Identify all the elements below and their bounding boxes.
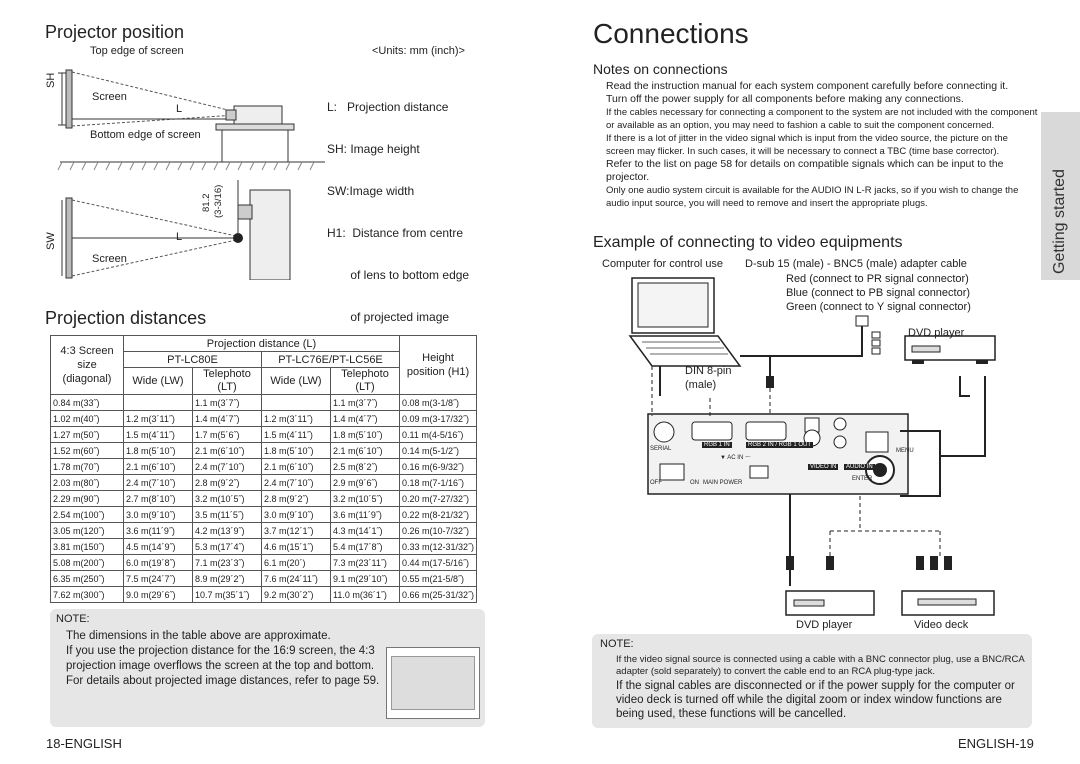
table-cell: 2.4 m(7´10˝) xyxy=(193,459,262,475)
table-cell: 3.05 m(120˝) xyxy=(51,523,124,539)
l-label-top: L xyxy=(176,103,183,115)
table-cell: 8.9 m(29´2˝) xyxy=(193,571,262,587)
table-cell: 6.0 m(19´8˝) xyxy=(124,555,193,571)
table-cell: 4.2 m(13´9˝) xyxy=(193,523,262,539)
table-cell: 0.55 m(21-5/8˝) xyxy=(400,571,477,587)
table-cell: 6.1 m(20´) xyxy=(262,555,331,571)
notes-list xyxy=(606,80,1038,210)
table-cell: 2.1 m(6´10˝) xyxy=(262,459,331,475)
on-label: ON xyxy=(690,480,699,486)
table-row xyxy=(51,555,477,571)
table-cell: 0.22 m(8-21/32˝) xyxy=(400,507,477,523)
note-item: Only one audio system circuit is available for the AUDIO IN L-R jacks, so if you wish to change the audio input source, you will need to remove and insert the appropriate plugs. xyxy=(606,185,1019,209)
table-cell: 4.6 m(15´1˝) xyxy=(262,539,331,555)
tele-header: Telephoto (LT) xyxy=(331,368,400,395)
table-cell: 0.66 m(25-31/32˝) xyxy=(400,587,477,603)
table-cell: 0.11 m(4-5/16˝) xyxy=(400,427,477,443)
table-cell: 1.5 m(4´11˝) xyxy=(124,427,193,443)
screen-image-area xyxy=(391,656,475,710)
table-cell: 7.62 m(300˝) xyxy=(51,587,124,603)
dsub-label: D-sub 15 (male) - BNC5 (male) adapter cable xyxy=(745,258,967,270)
table-row xyxy=(51,411,477,427)
note-p3: For details about projected image distances, refer to page 59. xyxy=(66,675,380,687)
table-cell: 4.3 m(14´1˝) xyxy=(331,523,400,539)
table-row xyxy=(51,491,477,507)
table-cell: 5.3 m(17´4˝) xyxy=(193,539,262,555)
table-cell: 1.1 m(3´7˝) xyxy=(331,395,400,411)
table-cell: 2.03 m(80˝) xyxy=(51,475,124,491)
example-title: Example of connecting to video equipments xyxy=(593,234,903,251)
table-cell: 1.27 m(50˝) xyxy=(51,427,124,443)
table-cell: 0.14 m(5-1/2˝) xyxy=(400,443,477,459)
table-cell: 1.2 m(3´11˝) xyxy=(124,411,193,427)
side-tab-label: Getting started xyxy=(1051,169,1068,274)
table-cell: 0.33 m(12-31/32˝) xyxy=(400,539,477,555)
table-cell: 1.5 m(4´11˝) xyxy=(262,427,331,443)
table-cell: 7.1 m(23´3˝) xyxy=(193,555,262,571)
rgb2-label: RGB 2 IN / RGB 1 OUT xyxy=(748,442,812,448)
menu-label: MENU xyxy=(896,448,914,454)
col-header-screen: 4:3 Screen size (diagonal) xyxy=(51,336,124,395)
dvd-top-label: DVD player xyxy=(908,327,965,339)
legend-item: of lens to bottom edge xyxy=(327,268,470,282)
table-cell: 11.0 m(36´1˝) xyxy=(331,587,400,603)
enter-label: ENTER xyxy=(852,476,873,482)
green-label: Green (connect to Y signal connector) xyxy=(786,301,971,313)
table-cell: 3.5 m(11´5˝) xyxy=(193,507,262,523)
table-row xyxy=(51,459,477,475)
section-title-projector-position: Projector position xyxy=(45,22,185,42)
table-cell: 2.1 m(6´10˝) xyxy=(193,443,262,459)
col-header-proj: Projection distance (L) xyxy=(124,336,400,352)
din-label: DIN 8-pin xyxy=(685,365,732,377)
table-cell: 3.0 m(9´10˝) xyxy=(262,507,331,523)
table-cell: 4.5 m(14´9˝) xyxy=(124,539,193,555)
video-deck-label: Video deck xyxy=(914,619,969,631)
computer-label: Computer for control use xyxy=(602,258,724,270)
table-cell: 1.4 m(4´7˝) xyxy=(331,411,400,427)
table-cell: 2.54 m(100˝) xyxy=(51,507,124,523)
col-header-height: Height position (H1) xyxy=(400,336,477,395)
table-cell: 2.9 m(9´6˝) xyxy=(331,475,400,491)
screen-illustration xyxy=(386,647,480,719)
table-cell: 1.7 m(5´6˝) xyxy=(193,427,262,443)
laptop-icon xyxy=(630,278,740,366)
table-row xyxy=(51,571,477,587)
side-tab xyxy=(1041,112,1080,280)
table-cell: 1.52 m(60˝) xyxy=(51,443,124,459)
male-label: (male) xyxy=(685,379,717,391)
table-cell: 2.7 m(8´10˝) xyxy=(124,491,193,507)
note-body xyxy=(66,629,426,689)
table-cell: 2.1 m(6´10˝) xyxy=(331,443,400,459)
table-cell: 0.16 m(6-9/32˝) xyxy=(400,459,477,475)
page-number-right: ENGLISH-19 xyxy=(958,736,1034,751)
note-box-right xyxy=(592,634,1032,728)
table-row xyxy=(51,539,477,555)
l-label-bottom: L xyxy=(176,231,183,243)
table-cell: 0.44 m(17-5/16˝) xyxy=(400,555,477,571)
table-cell: 6.35 m(250˝) xyxy=(51,571,124,587)
table-cell: 0.26 m(10-7/32˝) xyxy=(400,523,477,539)
table-cell: 9.2 m(30´2˝) xyxy=(262,587,331,603)
table-row xyxy=(51,395,477,411)
projector-position-diagram xyxy=(40,40,340,280)
table-cell: 3.81 m(150˝) xyxy=(51,539,124,555)
video-deck-icon xyxy=(902,591,994,615)
table-cell xyxy=(124,395,193,411)
table-row xyxy=(51,427,477,443)
note-item: If the cables necessary for connecting a component to the system are not included with the component or available as an option, you may need to fashion a cable to suit the component concerned. xyxy=(606,107,1038,131)
table-cell: 1.4 m(4´7˝) xyxy=(193,411,262,427)
note-item: Turn off the power supply for all components before making any connections. xyxy=(606,93,964,105)
dim-mm-label: 81.2 xyxy=(201,193,212,212)
note-p2: If you use the projection distance for the 16:9 screen, the 4:3 projection image overflows the screen at the top and bottom. xyxy=(66,645,375,672)
acin-label: ▼ AC IN ～ xyxy=(720,455,751,461)
rgb1-label: RGB 1 IN xyxy=(704,442,730,448)
table-cell: 1.2 m(3´11˝) xyxy=(262,411,331,427)
table-cell: 1.02 m(40˝) xyxy=(51,411,124,427)
model-lc76e: PT-LC76E/PT-LC56E xyxy=(262,352,400,368)
table-cell: 10.7 m(35´1˝) xyxy=(193,587,262,603)
blue-label: Blue (connect to PB signal connector) xyxy=(786,287,971,299)
red-label: Red (connect to PR signal connector) xyxy=(786,273,969,285)
page-number-left: 18-ENGLISH xyxy=(46,736,122,751)
note-title-right: NOTE: xyxy=(600,638,634,650)
legend-item: H1: Distance from centre xyxy=(327,226,464,240)
table-cell: 0.18 m(7-1/16˝) xyxy=(400,475,477,491)
table-row xyxy=(51,475,477,491)
table-cell: 1.1 m(3´7˝) xyxy=(193,395,262,411)
table-cell: 5.4 m(17´8˝) xyxy=(331,539,400,555)
table-cell: 2.4 m(7´10˝) xyxy=(262,475,331,491)
note-right-p2: If the signal cables are disconnected or if the power supply for the computer or video deck is turned off while the digital zoom or index window functions are being used, these functions will be cancelled. xyxy=(616,680,1015,720)
legend-item: SW:Image width xyxy=(327,184,415,198)
table-cell: 1.8 m(5´10˝) xyxy=(124,443,193,459)
dvd-bottom-label: DVD player xyxy=(796,619,853,631)
wide-header: Wide (LW) xyxy=(262,368,331,395)
table-cell xyxy=(262,395,331,411)
table-cell: 2.8 m(9´2˝) xyxy=(262,491,331,507)
notes-title: Notes on connections xyxy=(593,61,728,77)
table-cell: 2.1 m(6´10˝) xyxy=(124,459,193,475)
dvd-player-top-icon xyxy=(905,336,995,364)
table-cell: 0.08 m(3-1/8˝) xyxy=(400,395,477,411)
bottom-edge-label: Bottom edge of screen xyxy=(90,129,201,141)
table-cell: 0.84 m(33˝) xyxy=(51,395,124,411)
serial-label: SERIAL xyxy=(650,446,672,452)
table-cell: 9.1 m(29´10˝) xyxy=(331,571,400,587)
table-cell: 9.0 m(29´6˝) xyxy=(124,587,193,603)
video-in-label: VIDEO IN xyxy=(810,464,837,470)
table-cell: 7.3 m(23´11˝) xyxy=(331,555,400,571)
model-lc80e: PT-LC80E xyxy=(124,352,262,368)
table-cell: 3.6 m(11´9˝) xyxy=(124,523,193,539)
table-cell: 3.6 m(11´9˝) xyxy=(331,507,400,523)
table-cell: 2.4 m(7´10˝) xyxy=(124,475,193,491)
section-title-projection-distances: Projection distances xyxy=(45,308,207,328)
table-cell: 7.6 m(24´11˝) xyxy=(262,571,331,587)
table-cell: 7.5 m(24´7˝) xyxy=(124,571,193,587)
screen-label-top: Screen xyxy=(92,91,127,103)
table-cell: 1.8 m(5´10˝) xyxy=(331,427,400,443)
note-item: Read the instruction manual for each system component carefully before connecting it. xyxy=(606,80,1009,92)
tele-header: Telephoto (LT) xyxy=(193,368,262,395)
table-cell: 3.7 m(12´1˝) xyxy=(262,523,331,539)
note-p1: The dimensions in the table above are approximate. xyxy=(66,630,331,642)
table-cell: 0.20 m(7-27/32˝) xyxy=(400,491,477,507)
sw-label: SW xyxy=(45,232,57,250)
sh-label: SH xyxy=(45,72,57,88)
table-row xyxy=(51,587,477,603)
table-cell: 1.78 m(70˝) xyxy=(51,459,124,475)
table-row xyxy=(51,523,477,539)
table-cell: 0.09 m(3-17/32˝) xyxy=(400,411,477,427)
note-item: If there is a lot of jitter in the video signal which is input from the video source, the picture on the screen may flicker. In such cases, it will be necessary to connect a TBC (time base corrector). xyxy=(606,133,1008,157)
page-title: Connections xyxy=(593,18,749,49)
note-item: Refer to the list on page 58 for details on compatible signals which can be input to the projector. xyxy=(606,158,1004,183)
table-cell: 2.29 m(90˝) xyxy=(51,491,124,507)
legend-item: of projected image xyxy=(327,310,450,324)
table-cell: 3.2 m(10´5˝) xyxy=(331,491,400,507)
top-edge-label: Top edge of screen xyxy=(90,45,184,57)
table-row xyxy=(51,507,477,523)
dim-in-label: (3-3/16) xyxy=(213,184,224,218)
table-cell: 5.08 m(200˝) xyxy=(51,555,124,571)
note-right-p1: If the video signal source is connected using a cable with a BNC connector plug, use a BNC/RCA adapter (sold separately) to convert the cable end to an RCA plug-type jack. xyxy=(616,654,1025,677)
table-cell: 2.8 m(9´2˝) xyxy=(193,475,262,491)
table-cell: 3.2 m(10´5˝) xyxy=(193,491,262,507)
off-label: OFF xyxy=(650,480,662,486)
legend-item: SH: Image height xyxy=(327,142,420,156)
projection-distance-table xyxy=(50,335,477,603)
units-label: <Units: mm (inch)> xyxy=(372,45,465,57)
table-row xyxy=(51,443,477,459)
table-cell: 2.5 m(8´2˝) xyxy=(331,459,400,475)
wide-header: Wide (LW) xyxy=(124,368,193,395)
audio-in-label: AUDIO IN xyxy=(846,464,873,470)
note-box-left xyxy=(50,609,485,727)
dvd-player-bottom-icon xyxy=(786,591,874,615)
note-title: NOTE: xyxy=(56,613,90,625)
screen-label-bottom: Screen xyxy=(92,253,127,265)
legend xyxy=(327,72,469,338)
main-power-label: MAIN POWER xyxy=(703,480,743,486)
legend-item: L: Projection distance xyxy=(327,100,449,114)
table-cell: 1.8 m(5´10˝) xyxy=(262,443,331,459)
table-cell: 3.0 m(9´10˝) xyxy=(124,507,193,523)
